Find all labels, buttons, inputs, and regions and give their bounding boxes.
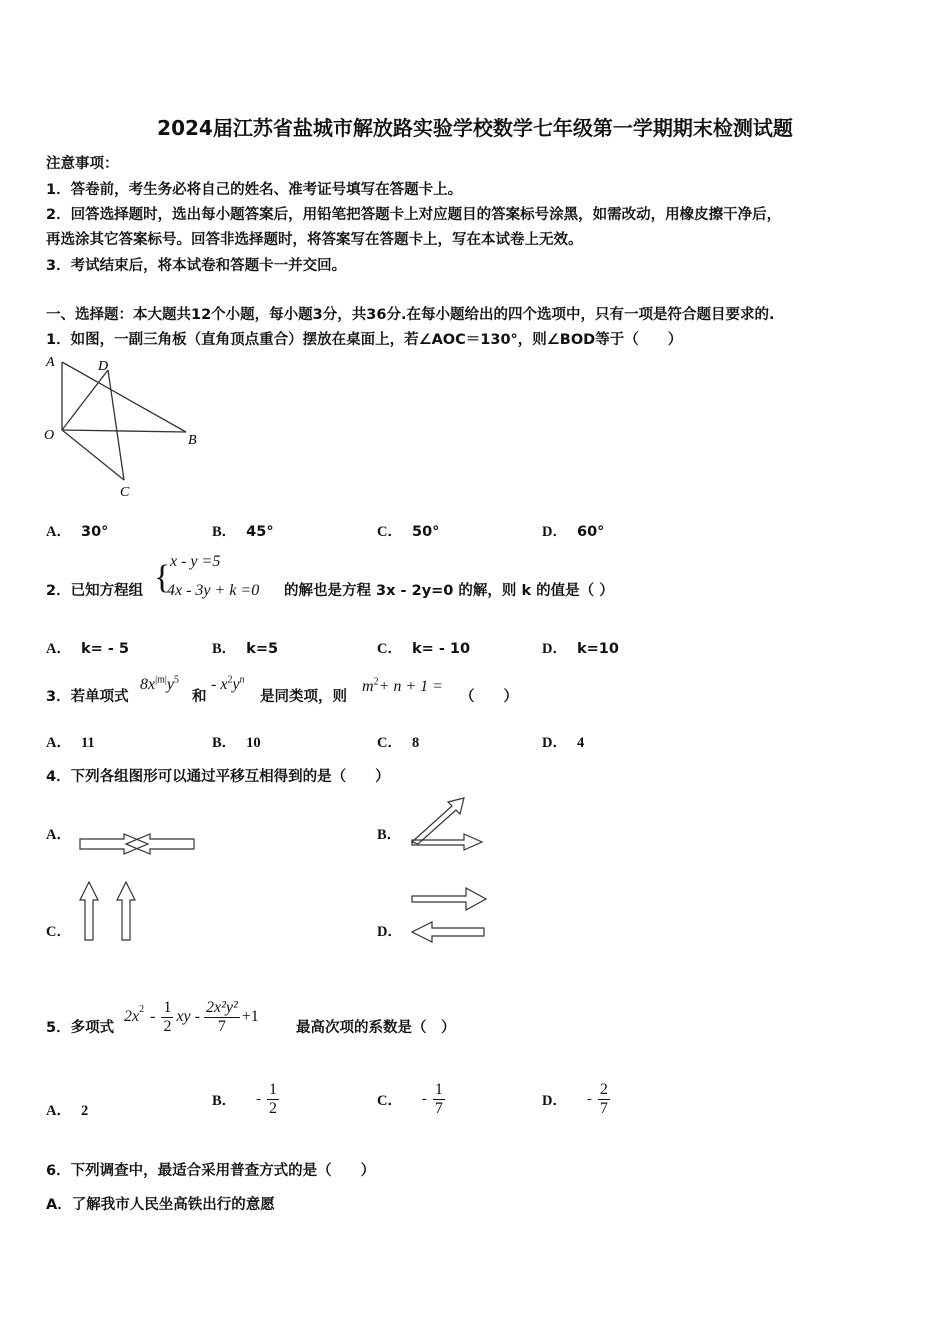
page-title: 2024届江苏省盐城市解放路实验学校数学七年级第一学期期末检测试题 [157,116,793,140]
q1-triangle-figure [40,352,210,502]
q5-prefix: 5．多项式 [46,1020,115,1036]
q1-line-OC [62,430,124,480]
q1-line-OB [62,430,186,432]
q5-option-c[interactable]: C． - $\frac{1}{7}$ [377,1080,443,1117]
q1-option-a[interactable]: A． 30° [46,524,109,540]
q3-term-2: - $x^2y^n$ [211,674,245,693]
q4-figure-b [406,796,490,856]
q5-polynomial: 2x $^2$ - $\frac{1}{2}$ xy - $\frac{\text{2x²y²}}{7}$ +1 [124,998,259,1035]
q6-option-a[interactable]: A．了解我市人民坐高铁出行的意愿 [46,1197,275,1213]
q2-option-c[interactable]: C． k= - 10 [377,641,471,657]
q2-option-a[interactable]: A． k= - 5 [46,641,129,657]
q1-option-b[interactable]: B． 45° [212,524,274,540]
notice-item-2-cont: 再选涂其它答案标号。回答非选择题时，将答案写在答题卡上，写在本试卷上无效。 [46,232,583,248]
q3-option-a[interactable]: A． 11 [46,735,95,751]
q6-stem: 6．下列调查中，最适合采用普查方式的是（ ） [46,1163,376,1179]
q1-label-O: O [44,428,55,443]
q4-figure-d [408,884,492,946]
q4-stem: 4．下列各组图形可以通过平移互相得到的是（ ） [46,769,390,785]
q2-brace: { [154,559,171,596]
q3-suffix: 是同类项，则 [260,689,347,705]
q1-line-OD [62,370,108,430]
q3-and: 和 [192,689,207,705]
q5-option-d[interactable]: D． - $\frac{2}{7}$ [542,1080,608,1117]
q2-equation-2: 4x - 3y + k =0 [167,582,260,599]
q4-figure-a [78,830,198,860]
q4-option-d[interactable]: D． [377,924,402,940]
q4-option-c[interactable]: C． [46,924,71,940]
q2-prefix: 2．已知方程组 [46,583,144,599]
q1-label-A: A [46,355,55,370]
q3-expression: $m^2+ n + 1$ = [362,676,443,695]
q2-option-d[interactable]: D． k=10 [542,641,619,657]
q1-line-DC [108,370,124,480]
q3-option-b[interactable]: B． 10 [212,735,261,751]
q5-option-a[interactable]: A． 2 [46,1103,89,1119]
q1-line-AB [62,362,186,432]
notice-item-1: 1．答卷前，考生务必将自己的姓名、准考证号填写在答题卡上。 [46,182,463,198]
q1-label-D: D [98,359,109,374]
notice-item-3: 3．考试结束后，将本试卷和答题卡一并交回。 [46,258,347,274]
q3-prefix: 3．若单项式 [46,689,129,705]
q3-option-d[interactable]: D． 4 [542,735,585,751]
q3-option-c[interactable]: C． 8 [377,735,420,751]
q5-suffix: 最高次项的系数是（ ） [296,1020,456,1036]
q1-option-c[interactable]: C． 50° [377,524,440,540]
q4-option-b[interactable]: B． [377,827,402,843]
q3-bracket: （ ） [460,689,518,705]
q1-option-d[interactable]: D． 60° [542,524,605,540]
q2-option-b[interactable]: B． k=5 [212,641,279,657]
q1-label-B: B [188,433,197,448]
q2-suffix: 的解也是方程 3x - 2y=0 的解，则 k 的值是（ ） [284,583,614,599]
q5-option-b[interactable]: B． - $\frac{1}{2}$ [212,1080,278,1117]
notice-item-2: 2．回答选择题时，选出每小题答案后，用铅笔把答题卡上对应题目的答案标号涂黑，如需改动，用橡皮擦干净后， [46,207,782,223]
q4-figure-c [78,880,148,946]
q1-label-C: C [120,485,130,500]
q3-term-1: $8x^{|m|}y^5$ [140,674,180,693]
notice-heading: 注意事项： [46,156,119,172]
q4-option-a[interactable]: A． [46,827,71,843]
q2-equation-1: x - y =5 [170,553,221,570]
q1-stem: 1．如图，一副三角板（直角顶点重合）摆放在桌面上，若∠AOC＝130°，则∠BOD等于（ ） [46,332,683,348]
section-heading: 一、选择题：本大题共12个小题，每小题3分，共36分.在每小题给出的四个选项中，只有一项是符合题目要求的. [46,307,775,323]
